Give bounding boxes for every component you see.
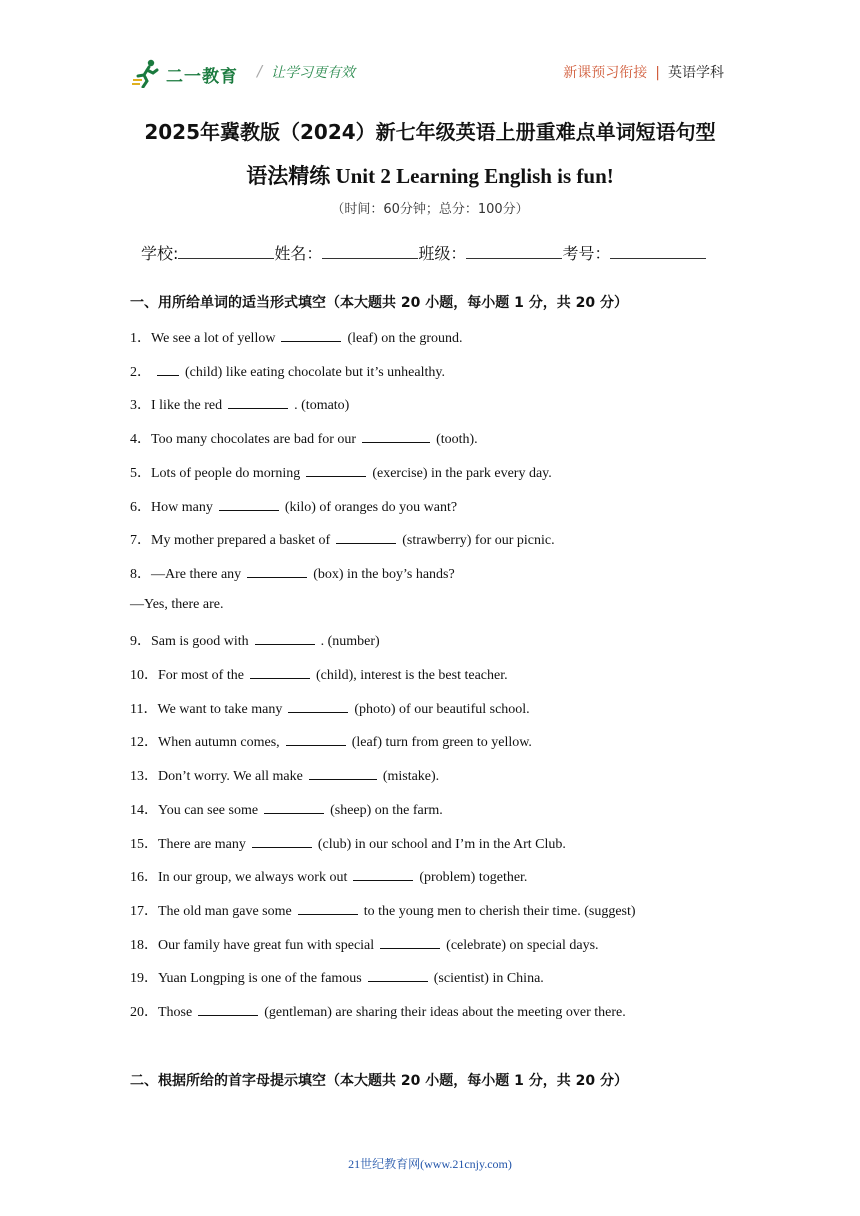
question-item — [130, 496, 457, 516]
question-text-before: The old man gave some — [158, 903, 292, 919]
question-number: 14． — [130, 802, 158, 818]
question-text-before: Too many chocolates are bad for our — [151, 432, 357, 448]
answer-blank[interactable] — [157, 363, 179, 376]
name-label: 姓名： — [274, 244, 323, 263]
answer-blank[interactable] — [380, 936, 440, 949]
page-header — [0, 0, 860, 100]
page-footer: 21世纪教育网(www.21cnjy.com) — [348, 1157, 512, 1171]
answer-blank[interactable] — [306, 464, 366, 477]
question-text-after: (club) in our school and I’m in the Art Club. — [317, 836, 566, 852]
question-text-after: (sheep) on the farm. — [330, 802, 443, 818]
question-number: 11． — [130, 701, 158, 717]
question-number: 4． — [130, 432, 151, 448]
question-item — [130, 664, 508, 684]
question-text-before: Sam is good with — [151, 634, 249, 650]
answer-blank[interactable] — [264, 801, 324, 814]
class-field[interactable] — [466, 244, 562, 259]
question-item — [130, 597, 223, 613]
answer-blank[interactable] — [198, 1003, 258, 1016]
question-item — [130, 327, 463, 347]
answer-blank[interactable] — [336, 531, 396, 544]
answer-blank[interactable] — [219, 498, 279, 511]
question-item — [130, 428, 478, 448]
question-number: 10． — [130, 668, 158, 683]
question-item — [130, 361, 445, 381]
name-field[interactable] — [322, 244, 418, 259]
question-number: 3． — [130, 398, 151, 414]
answer-blank[interactable] — [247, 565, 307, 578]
question-number: 12． — [130, 735, 158, 751]
question-item — [130, 900, 636, 920]
question-text-before: Our family have great fun with special — [158, 937, 375, 953]
student-info-line — [141, 241, 706, 264]
question-text-after: (leaf) on the ground. — [347, 331, 463, 346]
answer-blank[interactable] — [362, 430, 430, 443]
question-number: 1． — [130, 331, 151, 346]
brand-logo — [132, 58, 244, 88]
exam-number-label: 考号： — [562, 244, 611, 263]
question-text-before: We see a lot of yellow — [151, 331, 276, 346]
answer-blank[interactable] — [281, 329, 341, 342]
question-text-after: (leaf) turn from green to yellow. — [351, 735, 532, 751]
question-number: 20． — [130, 1005, 158, 1020]
question-number: 19． — [130, 971, 158, 987]
question-text-after: (strawberry) for our picnic. — [402, 533, 555, 549]
question-item — [130, 866, 527, 886]
school-label: 学校: — [141, 244, 179, 263]
question-text-after: to the young men to cherish their time. (suggest) — [363, 903, 636, 919]
question-text-after: (exercise) in the park every day. — [372, 465, 552, 481]
answer-blank[interactable] — [286, 733, 346, 746]
header-course-label: 新课预习衔接 — [563, 65, 648, 81]
answer-blank[interactable] — [368, 969, 428, 982]
question-item — [130, 698, 530, 718]
question-text-after: (kilo) of oranges do you want? — [284, 499, 458, 515]
question-item — [130, 394, 349, 414]
class-label: 班级： — [418, 244, 467, 263]
logo-text: 二一教育 — [166, 67, 238, 87]
question-item — [130, 799, 443, 819]
question-number: 7． — [130, 533, 151, 549]
question-text-before: Yuan Longping is one of the famous — [158, 971, 362, 987]
question-text-after: (gentleman) are sharing their ideas about the meeting over there. — [264, 1005, 626, 1020]
question-item — [130, 967, 544, 987]
question-text-before: Lots of people do morning — [151, 465, 301, 481]
question-number: 9． — [130, 634, 151, 650]
answer-blank[interactable] — [250, 666, 310, 679]
answer-blank[interactable] — [228, 396, 288, 409]
question-number: 16． — [130, 870, 158, 886]
question-text-before: —Are there any — [151, 566, 242, 582]
school-field[interactable] — [178, 244, 274, 259]
time-score-info: （时间：60分钟；总分：100分） — [331, 202, 529, 217]
header-separator: | — [655, 65, 660, 81]
question-text-after: (problem) together. — [419, 870, 528, 886]
question-text-before: I like the red — [151, 398, 223, 414]
question-number: 17． — [130, 903, 158, 919]
slogan-divider: / — [257, 62, 263, 80]
question-text-before: How many — [151, 499, 213, 515]
question-number: 8． — [130, 566, 151, 582]
slogan-text: 让学习更有效 — [271, 65, 355, 81]
question-text-before: Those — [158, 1005, 193, 1020]
question-text-before: Don’t worry. We all make — [158, 769, 303, 785]
question-item — [130, 563, 455, 583]
question-text-after: . (number) — [320, 634, 380, 650]
question-text-after: (tooth). — [436, 432, 478, 448]
question-text-after: (child), interest is the best teacher. — [315, 668, 508, 683]
question-text-before: There are many — [158, 836, 246, 852]
answer-blank[interactable] — [353, 868, 413, 881]
exam-number-field[interactable] — [610, 244, 706, 259]
question-text-after: (celebrate) on special days. — [446, 937, 599, 953]
question-text-after: (box) in the boy’s hands? — [313, 566, 455, 582]
header-subject-label: 英语学科 — [668, 65, 724, 81]
question-number: 5． — [130, 465, 151, 481]
answer-blank[interactable] — [298, 902, 358, 915]
question-text-after: (child) like eating chocolate but it’s unhealthy. — [185, 364, 445, 380]
question-item — [130, 833, 566, 853]
section-2-title: 二、根据所给的首字母提示填空（本大题共 20 小题，每小题 1 分，共 20 分） — [130, 1073, 628, 1089]
question-number: 18． — [130, 937, 158, 953]
question-text-after: (photo) of our beautiful school. — [354, 701, 530, 717]
answer-blank[interactable] — [288, 700, 348, 713]
question-text-after: (mistake). — [382, 769, 440, 785]
question-number: 6． — [130, 499, 151, 515]
section-1-title: 一、用所给单词的适当形式填空（本大题共 20 小题，每小题 1 分，共 20 分） — [130, 295, 628, 311]
question-text-before: —Yes, there are. — [130, 596, 224, 612]
document-title-line1: 2025年冀教版（2024）新七年级英语上册重难点单词短语句型 — [144, 120, 716, 144]
question-text-before: When autumn comes, — [158, 735, 280, 751]
answer-blank[interactable] — [252, 835, 312, 848]
question-item — [130, 731, 532, 751]
header-subject-info — [563, 62, 724, 82]
question-text-before: We want to take many — [157, 701, 283, 717]
question-item — [130, 765, 439, 785]
question-text-before: My mother prepared a basket of — [151, 533, 331, 549]
question-text-after: (scientist) in China. — [433, 971, 544, 987]
question-number: 2． — [130, 364, 151, 380]
question-item — [130, 630, 380, 650]
question-text-before: In our group, we always work out — [158, 870, 348, 886]
question-text-before: For most of the — [158, 668, 244, 683]
question-number: 15． — [130, 836, 158, 852]
answer-blank[interactable] — [255, 632, 315, 645]
question-item — [130, 934, 599, 954]
document-title-line2: 语法精练 Unit 2 Learning English is fun! — [246, 164, 614, 188]
question-item — [130, 529, 555, 549]
runner-logo-icon — [132, 58, 162, 88]
question-text-before: You can see some — [158, 802, 259, 818]
question-text-after: . (tomato) — [294, 398, 350, 414]
question-number: 13． — [130, 769, 158, 785]
answer-blank[interactable] — [309, 767, 377, 780]
question-item — [130, 1001, 626, 1021]
question-item — [130, 462, 552, 482]
